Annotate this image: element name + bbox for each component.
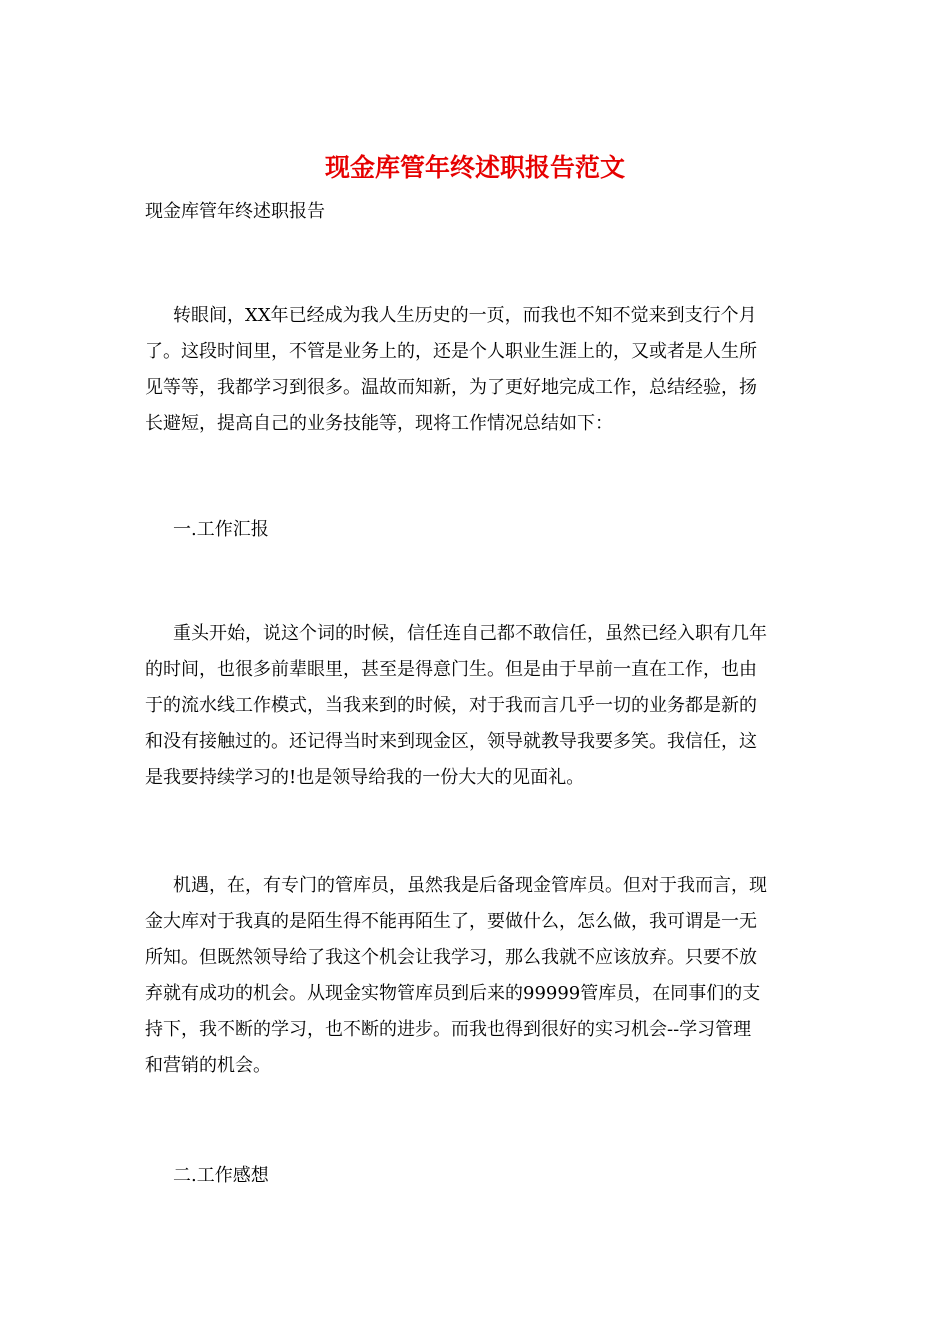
paragraph-line: 是我要持续学习的!也是领导给我的一份大大的见面礼。	[145, 767, 585, 788]
paragraph-line: 持下，我不断的学习，也不断的进步。而我也得到很好的实习机会--学习管理	[145, 1019, 752, 1040]
section-heading-work-reflections: 二.工作感想	[173, 1165, 269, 1186]
paragraph-line: 转眼间，XX年已经成为我人生历史的一页，而我也不知不觉来到支行个月	[173, 305, 757, 326]
paragraph-intro	[145, 298, 805, 442]
paragraph-line: 长避短，提高自己的业务技能等，现将工作情况总结如下：	[145, 413, 613, 434]
document-subtitle: 现金库管年终述职报告	[145, 201, 325, 222]
paragraph-line: 于的流水线工作模式，当我来到的时候，对于我而言几乎一切的业务都是新的	[145, 695, 757, 716]
paragraph-opportunity	[145, 868, 805, 1084]
paragraph-restart	[145, 616, 805, 796]
paragraph-line: 和营销的机会。	[145, 1055, 271, 1076]
paragraph-line: 所知。但既然领导给了我这个机会让我学习，那么我就不应该放弃。只要不放	[145, 947, 757, 968]
paragraph-line: 机遇，在，有专门的管库员，虽然我是后备现金管库员。但对于我而言，现	[173, 875, 767, 896]
section-heading-work-report: 一.工作汇报	[173, 519, 269, 540]
paragraph-line: 的时间，也很多前辈眼里，甚至是得意门生。但是由于早前一直在工作，也由	[145, 659, 757, 680]
paragraph-line: 见等等，我都学习到很多。温故而知新，为了更好地完成工作，总结经验，扬	[145, 377, 757, 398]
paragraph-line: 了。这段时间里，不管是业务上的，还是个人职业生涯上的，又或者是人生所	[145, 341, 757, 362]
paragraph-line: 弃就有成功的机会。从现金实物管库员到后来的99999管库员，在同事们的支	[145, 983, 761, 1004]
paragraph-line: 重头开始，说这个词的时候，信任连自己都不敢信任，虽然已经入职有几年	[173, 623, 767, 644]
paragraph-line: 金大库对于我真的是陌生得不能再陌生了，要做什么，怎么做，我可谓是一无	[145, 911, 757, 932]
document-title: 现金库管年终述职报告范文	[324, 153, 625, 182]
paragraph-line: 和没有接触过的。还记得当时来到现金区，领导就教导我要多笑。我信任，这	[145, 731, 757, 752]
